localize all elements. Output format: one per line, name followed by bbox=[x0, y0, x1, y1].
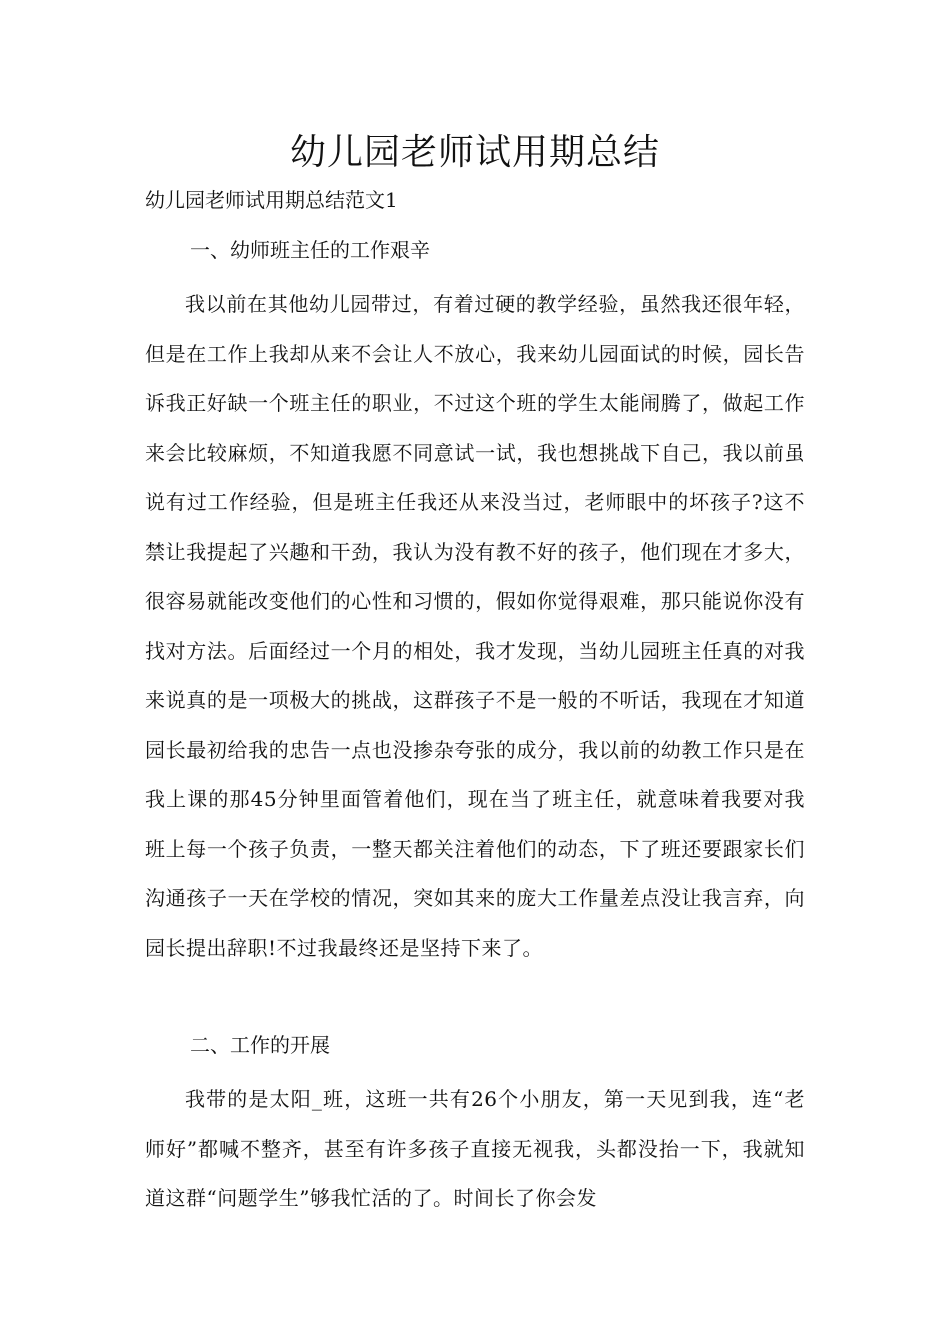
document-title: 幼儿园老师试用期总结 bbox=[289, 132, 660, 173]
section-body-2: 我带的是太阳_班，这班一共有26个小朋友，第一天见到我，连“老师好”都喊不整齐，甚至有许多孩子直接无视我，头都没抬一下，我就知道这群“问题学生”够我忙活的了。时间长了你会发 bbox=[145, 1087, 805, 1210]
section-heading-1: 一、幼师班主任的工作艰辛 bbox=[190, 238, 430, 262]
document-subtitle: 幼儿园老师试用期总结范文1 bbox=[145, 188, 398, 212]
section-body-1: 我以前在其他幼儿园带过，有着过硬的教学经验，虽然我还很年轻，但是在工作上我却从来不会让人不放心，我来幼儿园面试的时候，园长告诉我正好缺一个班主任的职业，不过这个班的学生太能闹腾了，做起工作来会比较麻烦，不知道我愿不同意试一试，我也想挑战下自己，我以前虽说有过工作经验，但是班主任我还从来没当过，老师眼中的坏孩子?这不禁让我提起了兴趣和干劲，我认为没有教不好的孩子，他们现在才多大，很容易就能改变他们的心性和习惯的，假如你觉得艰难，那只能说你没有找对方法。后面经过一个月的相处，我才发现，当幼儿园班主任真的对我来说真的是一项极大的挑战，这群孩子不是一般的不听话，我现在才知道园长最初给我的忠告一点也没掺杂夸张的成分，我以前的幼教工作只是在我上课的那45分钟里面管着他们，现在当了班主任，就意味着我要对我班上每一个孩子负责，一整天都关注着他们的动态，下了班还要跟家长们沟通孩子一天在学校的情况，突如其来的庞大工作量差点没让我言弃，向园长提出辞职!不过我最终还是坚持下来了。 bbox=[145, 292, 805, 960]
section-heading-2: 二、工作的开展 bbox=[190, 1033, 330, 1057]
